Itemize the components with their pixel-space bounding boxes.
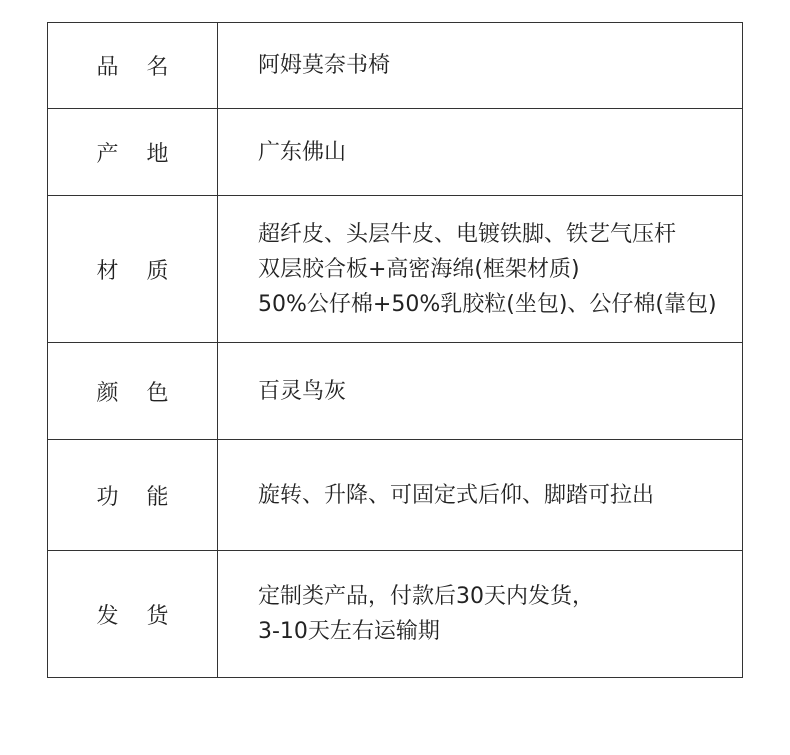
- spec-label-name: [97, 50, 169, 81]
- label-char: 质: [146, 258, 169, 284]
- value-cell: [218, 23, 743, 109]
- spec-label-color: [97, 376, 169, 407]
- spec-row-color: [48, 343, 743, 440]
- spec-value-material-line: 双层胶合板+高密海绵(框架材质): [258, 256, 580, 282]
- spec-value-shipping-line: 定制类产品，付款后30天内发货，: [258, 584, 594, 609]
- spec-row-name: [48, 23, 743, 109]
- label-char: 颜: [96, 380, 119, 406]
- label-char: 货: [146, 603, 169, 629]
- spec-value-material-line: 50%公仔棉+50%乳胶粒(坐包)、公仔棉(靠包): [258, 291, 717, 317]
- spec-row-origin: [48, 109, 743, 196]
- value-cell: [218, 196, 743, 343]
- label-cell: [48, 109, 218, 196]
- label-char: 色: [146, 380, 169, 406]
- value-cell: [218, 440, 743, 551]
- spec-value-shipping-line: 3-10天左右运输期: [258, 619, 440, 644]
- spec-value-function: 旋转、升降、可固定式后仰、脚踏可拉出: [258, 482, 655, 508]
- spec-label-shipping: [97, 599, 169, 630]
- spec-value-origin: 广东佛山: [258, 139, 347, 165]
- label-char: 品: [96, 55, 119, 80]
- label-char: 功: [96, 484, 119, 510]
- spec-value-color: 百灵鸟灰: [258, 378, 347, 404]
- value-cell: [218, 551, 743, 678]
- label-char: 地: [146, 141, 169, 167]
- label-char: 材: [96, 258, 119, 284]
- spec-value-material-line: 超纤皮、头层牛皮、电镀铁脚、铁艺气压杆: [258, 221, 677, 247]
- spec-label-function: [97, 480, 169, 511]
- spec-label-origin: [97, 137, 169, 168]
- spec-row-material: [48, 196, 743, 343]
- product-spec-table: [47, 22, 743, 678]
- label-cell: [48, 196, 218, 343]
- spec-row-shipping: [48, 551, 743, 678]
- label-char: 产: [96, 141, 119, 167]
- label-cell: [48, 440, 218, 551]
- label-cell: [48, 23, 218, 109]
- label-cell: [48, 343, 218, 440]
- spec-row-function: [48, 440, 743, 551]
- label-char: 发: [96, 603, 119, 629]
- label-char: 名: [146, 55, 169, 80]
- value-cell: [218, 109, 743, 196]
- spec-label-material: [97, 254, 169, 285]
- label-cell: [48, 551, 218, 678]
- value-cell: [218, 343, 743, 440]
- label-char: 能: [146, 484, 169, 510]
- spec-value-name: 阿姆莫奈书椅: [258, 53, 391, 78]
